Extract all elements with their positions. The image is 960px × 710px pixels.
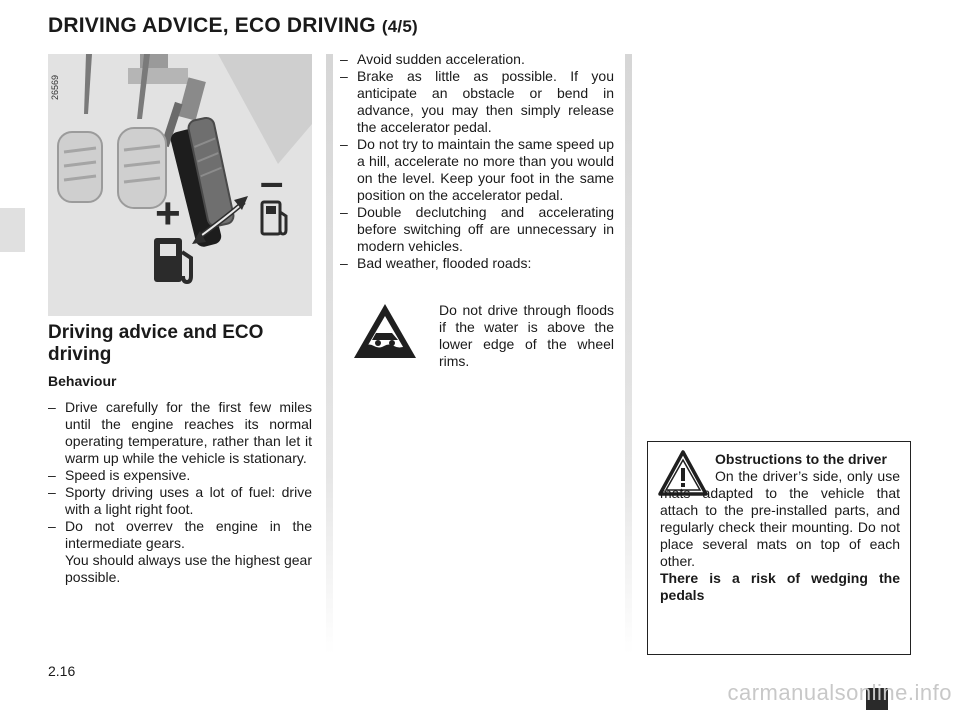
- flood-warning-text: Do not drive through floods if the water is above the lower edge of the wheel rims.: [439, 302, 614, 369]
- column-divider-right: [625, 54, 632, 654]
- behaviour-list: [48, 399, 312, 586]
- pedal-illustration: [48, 54, 312, 316]
- list-item: – Do not try to maintain the same speed up a hill, accelerate no more than you would on the level. Keep your foot in the same position on the accelerator pedal.: [340, 136, 614, 203]
- list-item: – Sporty driving uses a lot of fuel: drive with a light right foot.: [48, 484, 312, 517]
- list-item: – Double declutching and accelerating before switching off are unnecessary in modern vehicles.: [340, 204, 614, 254]
- list-item: – Avoid sudden acceleration.: [340, 51, 525, 67]
- flood-warning: [350, 300, 614, 372]
- warning-body: On the driver’s side, only use mats adapted to the vehicle that attach to the pre-installed parts, and regularly check their mounting. Do not place several mats on top of each other.: [660, 468, 900, 569]
- list-item: – Do not overrev the engine in the intermediate gears. You should always use the highest gear possible.: [48, 518, 312, 585]
- figure-code: 26569: [50, 74, 60, 100]
- page-title-text: DRIVING ADVICE, ECO DRIVING: [48, 14, 376, 37]
- advice-list: [340, 51, 614, 272]
- flooded-road-warning-icon: [352, 302, 418, 360]
- behaviour-subheading: Behaviour: [48, 373, 117, 389]
- list-item: – Bad weather, flooded roads:: [340, 255, 532, 271]
- plus-sign: +: [155, 189, 181, 238]
- list-item: – Drive carefully for the first few miles until the engine reaches its normal operating temperature, rather than let it warm up while the vehicle is stationary.: [48, 399, 312, 466]
- warning-heading: Obstructions to the driver: [715, 451, 887, 467]
- chapter-side-tab: [0, 208, 25, 252]
- page-title: [48, 14, 418, 38]
- page-part-indicator: (4/5): [381, 17, 418, 36]
- column-divider-left: [326, 54, 333, 654]
- obstruction-warning-box: [647, 441, 911, 655]
- list-item: – Speed is expensive.: [48, 467, 191, 483]
- list-item-continuation: You should always use the highest gear possible.: [65, 552, 312, 585]
- section-heading: Driving advice and ECO driving: [48, 322, 264, 365]
- watermark: carmanualsonline.info: [727, 680, 952, 705]
- page-number: 2.16: [48, 663, 76, 679]
- list-item: – Brake as little as possible. If you anticipate an obstacle or bend in advance, you may then simply release the accelerator pedal.: [340, 68, 614, 135]
- warning-risk: There is a risk of wedging the pedals: [660, 570, 900, 603]
- minus-sign: –: [260, 158, 284, 205]
